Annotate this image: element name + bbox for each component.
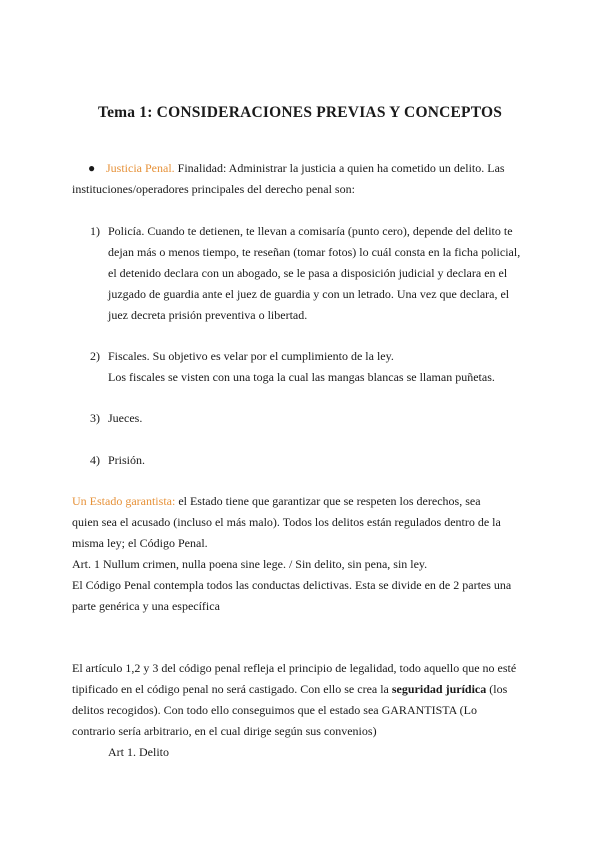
list-line: Fiscales. Su objetivo es velar por el cumplimiento de la ley.: [108, 349, 394, 363]
estado-line-6: parte genérica y una específica: [72, 599, 220, 613]
intro-paragraph: [72, 158, 532, 200]
list-line: Los fiscales se visten con una toga la cual las mangas blancas se llaman puñetas.: [108, 370, 495, 384]
intro-text-1: Finalidad: Administrar la justicia a quien ha cometido un delito. Las: [174, 161, 505, 175]
list-item-policia: [108, 221, 538, 326]
list-item-prision: [108, 450, 538, 471]
articulo-line-3: delitos recogidos). Con todo ello conseguimos que el estado sea GARANTISTA (Lo: [72, 703, 477, 717]
intro-text-2: instituciones/operadores principales del derecho penal son:: [72, 182, 355, 196]
list-line: juez decreta prisión preventiva o libertad.: [108, 308, 308, 322]
estado-garantista-paragraph: [72, 491, 532, 617]
estado-line-2: quien sea el acusado (incluso el más malo). Todos los delitos están regulados dentro de la: [72, 515, 501, 529]
list-line: juzgado de guardia ante el juez de guardia y con un letrado. Una vez que declara, el: [108, 287, 510, 301]
articulo-paragraph: [72, 658, 532, 763]
list-line: el detenido declara con un abogado, se le pasa a disposición judicial y declara en el: [108, 266, 508, 280]
list-line: dejan más o menos tiempo, te reseñan (tomar fotos) lo cuál consta en la ficha policial,: [108, 245, 521, 259]
list-item-jueces: [108, 408, 538, 429]
estado-line-3: misma ley; el Código Penal.: [72, 536, 208, 550]
estado-garantista-label: Un Estado garantista:: [72, 494, 176, 508]
estado-line-5: El Código Penal contempla todos las conductas delictivas. Esta se divide en de 2 partes una: [72, 578, 512, 592]
articulo-text-2c: (los: [486, 682, 508, 696]
list-number-4: 4): [90, 453, 100, 467]
list-line: Prisión.: [108, 453, 146, 467]
intro-line-1: [72, 158, 532, 179]
estado-text-1: el Estado tiene que garantizar que se respeten los derechos, sea: [175, 494, 481, 508]
list-line: Policía. Cuando te detienen, te llevan a comisaría (punto cero), depende del delito te: [108, 224, 513, 238]
justicia-penal-label: Justicia Penal.: [106, 161, 175, 175]
estado-line-4: Art. 1 Nullum crimen, nulla poena sine lege. / Sin delito, sin pena, sin ley.: [72, 557, 428, 571]
list-number-1: 1): [90, 224, 100, 238]
bullet-icon: ●: [88, 161, 96, 175]
list-item-fiscales: [108, 346, 538, 388]
articulo-line-5: Art 1. Delito: [108, 745, 169, 759]
articulo-line-2: [72, 679, 532, 700]
articulo-text-2a: tipificado en el código penal no será castigado. Con ello se crea la: [72, 682, 392, 696]
list-number-2: 2): [90, 349, 100, 363]
articulo-line-1: El artículo 1,2 y 3 del código penal refleja el principio de legalidad, todo aquello que no esté: [72, 661, 517, 675]
list-line: Jueces.: [108, 411, 143, 425]
seguridad-juridica-term: seguridad jurídica: [391, 682, 487, 696]
estado-line-1: [72, 491, 532, 512]
articulo-line-4: contrario sería arbitrario, en el cual dirige según sus convenios): [72, 724, 377, 738]
list-number-3: 3): [90, 411, 100, 425]
page-title: Tema 1: CONSIDERACIONES PREVIAS Y CONCEPTOS: [97, 104, 503, 121]
